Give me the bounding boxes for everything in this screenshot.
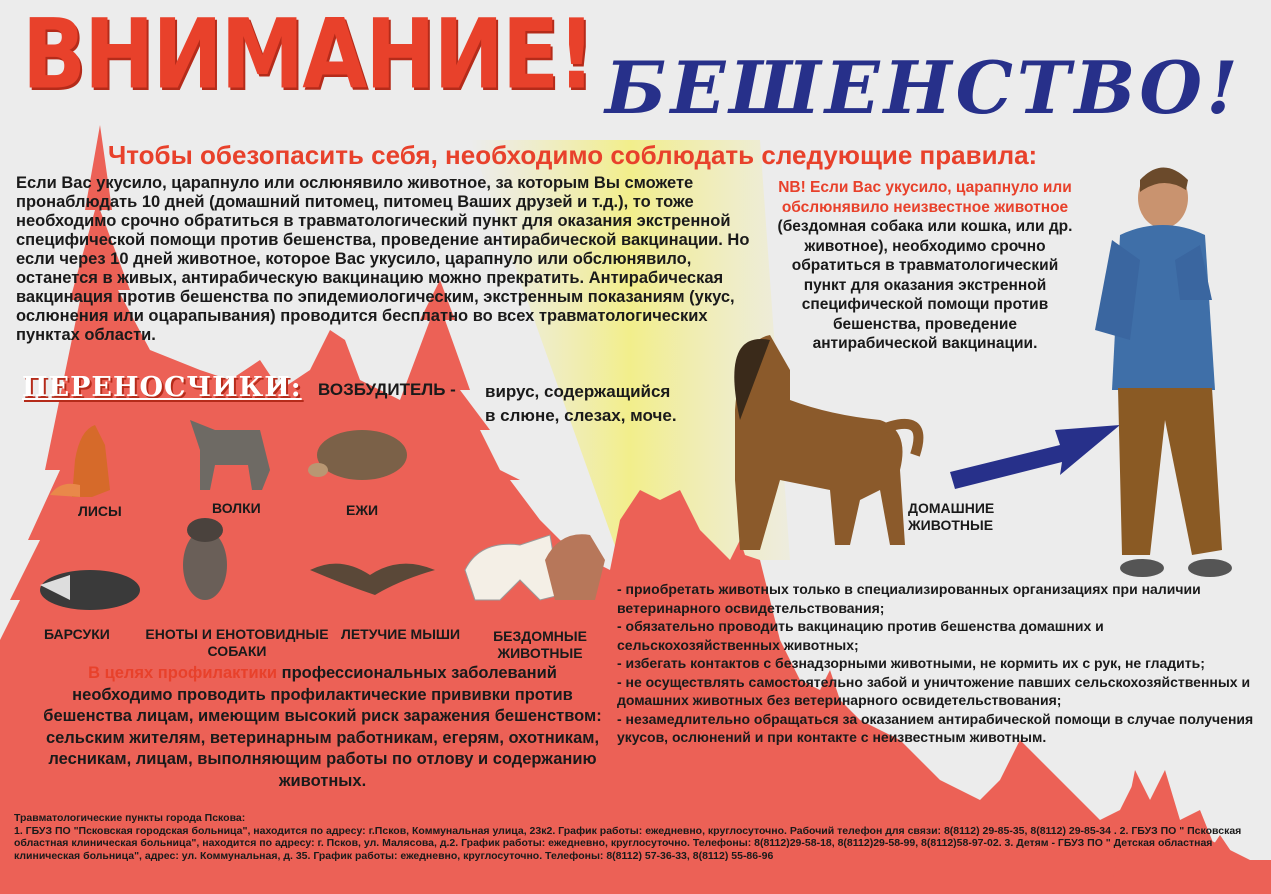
label-fox: ЛИСЫ [78,503,122,519]
label-domestic [908,500,994,534]
label-badger: БАРСУКИ [44,626,110,642]
label-domestic-line-1: ДОМАШНИЕ [908,500,995,516]
trauma-points [14,812,1259,862]
rabies-title: БЕШЕНСТВО! [605,45,1242,130]
label-stray [490,628,590,662]
man-figure [1095,168,1232,578]
intro-bold: Если Вас укусило, царапнуло или ослюнявило животное, за которым Вы сможете пронаблюдать 10 дней [16,174,694,211]
agent-description [485,380,677,428]
prevention-paragraph [40,663,605,792]
page-title: ВНИМАНИЕ! [22,0,594,111]
rule-item: - обязательно проводить вакцинацию против бешенства домашних и сельскохозяйственных животных; [617,618,1104,653]
trauma-points-text: 1. ГБУЗ ПО "Псковская городская больница", находится по адресу: г.Псков, Коммунальная улица, 23к2. График работы: ежедневно, круглосуточно. Рабочий телефон для связи: 8(8112) 29-85-35, 8(8112) 29-85-34 . 2. ГБУЗ ПО " Псковская областная клиническая больница", находится по адресу: г. Псков, ул. Малясова, д.2. График работы: ежедневно, круглосуточно. Телефоны: 8(8112)29-58-18, 8(8112)29-58-99, 8(8112)58-97-02. 3. Детям - ГБУЗ ПО " Детская областная клиническая больница", адрес: ул. Коммунальная, д. 35. График работы: ежедневно, круглосуточно. Телефоны: 8(8112) 57-36-33, 8(8112) 55-86-96 [14,824,1242,862]
label-stray-line-2: ЖИВОТНЫЕ [497,645,583,661]
trauma-points-title: Травматологические пункты города Пскова: [14,812,246,824]
label-hedgehog: ЕЖИ [346,502,379,518]
carriers-heading: ПЕРЕНОСЧИКИ: [22,372,302,403]
nb-warning: NB! Если Вас укусило, царапнуло или обслюнявило неизвестное животное [778,179,1072,216]
intro-text: (домашний питомец, питомец Ваших друзей и т.д.), то тоже необходимо срочно обратиться в травматологический пункт для оказания экстренной специфической помощи против бешенства, проведение антирабической вакцинации. Но если через 10 дней животное, которое Вас укусило, царапнуло или обслюнявило, останется в живых, антирабическую вакцинацию можно прекратить. Антирабическая вакцинация против бешенства по эпидемиологическим, экстренным показаниям (укус, ослюнения или оцарапывания) проводится бесплатно во всех травматологических пунктах области. [16,193,750,344]
rules-list [617,580,1265,747]
agent-line-2: в слюне, слезах, моче. [485,406,677,425]
rule-item: - приобретать животных только в специализированных организациях при наличии ветеринарного освидетельствования; [617,581,1201,616]
rule-item: - не осуществлять самостоятельно забой и уничтожение павших сельскохозяйственных и домашних животных без ветеринарного освидетельствования; [617,673,1251,708]
rules-subtitle: Чтобы обезопасить себя, необходимо соблюдать следующие правила: [108,140,1038,170]
nb-text: (бездомная собака или кошка, или др. животное), необходимо срочно обратиться в травматологический пункт для оказания экстренной специфической помощи против бешенства, проведение антирабической вакцинации. [777,218,1073,352]
prevention-text: профессиональных заболеваний необходимо проводить профилактические прививки против бешенства лицам, имеющим высокий риск заражения бешенством: сельским жителям, ветеринарным работникам, егерям, охотникам, лесникам, лицам, выполняющим работы по отлову и содержанию животных. [43,664,602,790]
label-raccoon-line-2: СОБАКИ [207,643,267,659]
label-bat: ЛЕТУЧИЕ МЫШИ [341,626,461,642]
german-shepherd-dog [734,335,918,550]
agent-line-1: вирус, содержащийся [485,382,671,401]
rule-item: - избегать контактов с безнадзорными животными, не кормить их с рук, не гладить; [617,655,1205,671]
label-wolf: ВОЛКИ [212,500,261,516]
badger-picture [40,570,140,610]
agent-label: ВОЗБУДИТЕЛЬ - [318,380,456,399]
rule-item: - незамедлительно обращаться за оказанием антирабической помощи в случае получения укусов, ослюнений и при контакте с неизвестным животным. [617,710,1254,745]
label-stray-line-1: БЕЗДОМНЫЕ [493,628,587,644]
raccoon-picture [183,518,227,600]
prevention-lead: В целях профилактики [88,664,278,682]
label-raccoon [137,626,337,660]
label-domestic-line-2: ЖИВОТНЫЕ [908,517,994,533]
intro-paragraph [16,174,761,345]
navy-arrow [950,425,1120,489]
label-raccoon-line-1: ЕНОТЫ И ЕНОТОВИДНЫЕ [145,626,329,642]
nb-paragraph [775,178,1075,354]
